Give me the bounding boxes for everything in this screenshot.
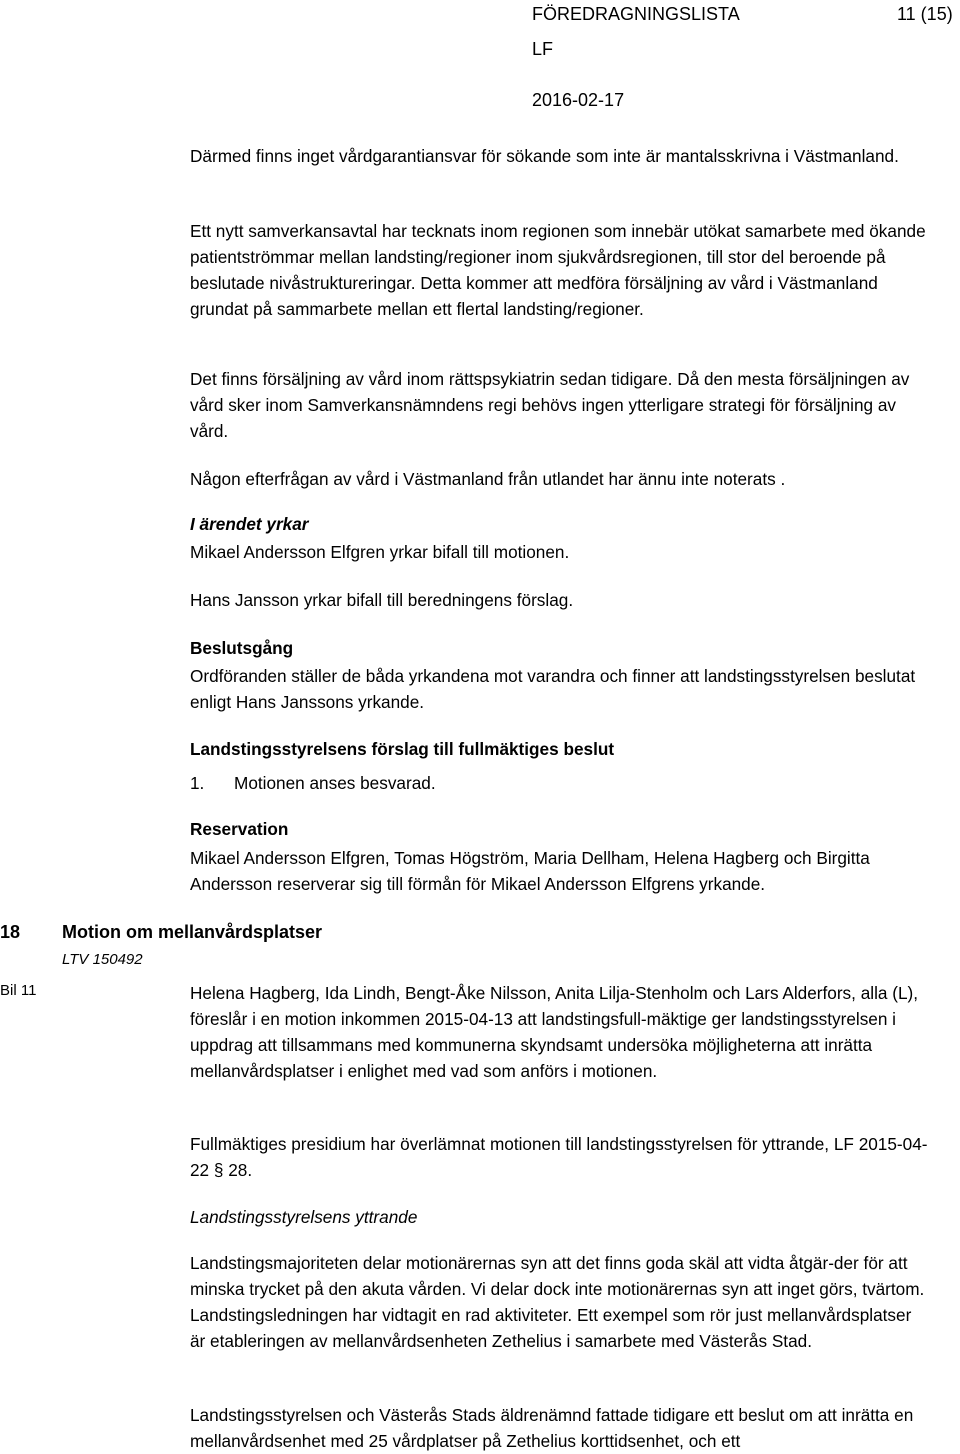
statement-heading: Landstingsstyrelsens yttrande — [190, 1207, 418, 1227]
paragraph: Därmed finns inget vårdgarantiansvar för sökande som inte är mantalsskrivna i Västmanland. — [190, 146, 899, 166]
paragraph: Ett nytt samverkansavtal har tecknats inom regionen som innebär utökat samarbete med ökande patientströmmar mellan landsting/regioner inom sjukvårdsregionen, till stor del beroende på beslutade nivåstruktureringar. Detta kommer att medföra försäljning av vård i Västmanland grundat på sammarbete mellan ett flertal landsting/regioner. — [190, 221, 926, 319]
motion-text: Mikael Andersson Elfgren yrkar bifall till motionen. — [190, 542, 570, 562]
reservation-text: Mikael Andersson Elfgren, Tomas Högström, Maria Dellham, Helena Hagberg och Birgitta Andersson reserverar sig till förmån för Mikael Andersson Elfgrens yrkande. — [190, 848, 870, 894]
proposal-item-number: 1. — [190, 773, 205, 793]
item-reference: LTV 150492 — [62, 951, 143, 968]
item-number: 18 — [0, 922, 21, 942]
page-number: 11 (15) — [897, 4, 953, 24]
motions-heading: I ärendet yrkar — [190, 514, 309, 534]
item-title: Motion om mellanvårdsplatser — [62, 922, 323, 942]
item-paragraph: Landstingsmajoriteten delar motionärernas syn att det finns goda skäl att vidta åtgär-der för att minska trycket på den akuta vården. Vi delar dock inte motionärernas syn att inget görs, tvärtom. Landstingsledningen har vidtagit en rad aktiviteter. Ett exempel som rör just mellanvårdsplatser är etableringen av mellanvårdsenheten Zethelius i samarbete med Västerås Stad. — [190, 1253, 925, 1351]
paragraph: Någon efterfrågan av vård i Västmanland från utlandet har ännu inte noterats . — [190, 469, 786, 489]
document-date: 2016-02-17 — [532, 90, 625, 110]
proposal-heading: Landstingsstyrelsens förslag till fullmäktiges beslut — [190, 739, 615, 759]
document-type: FÖREDRAGNINGSLISTA — [532, 4, 740, 24]
decision-text: Ordföranden ställer de båda yrkandena mot varandra och finner att landstingsstyrelsen beslutat enligt Hans Janssons yrkande. — [190, 666, 916, 712]
paragraph: Det finns försäljning av vård inom rättspsykiatrin sedan tidigare. Då den mesta försäljningen av vård sker inom Samverkansnämndens regi behövs ingen ytterligare strategi för försäljning av vård. — [190, 369, 910, 441]
motion-text: Hans Jansson yrkar bifall till beredningens förslag. — [190, 590, 574, 610]
item-paragraph: Landstingsstyrelsen och Västerås Stads äldrenämnd fattade tidigare ett beslut om att inrätta en mellanvårdsenhet med 25 vårdplatser på Zethelius korttidsenhet, och ett — [190, 1405, 914, 1451]
attachment-label: Bil 11 — [0, 982, 37, 999]
item-paragraph: Helena Hagberg, Ida Lindh, Bengt-Åke Nilsson, Anita Lilja-Stenholm och Lars Alderfors, alla (L), föreslår i en motion inkommen 2015-04-13 att landstingsfull-mäktige ger landstingsstyrelsen i uppdrag att tillsammans med kommunerna skyndsamt undersöka möjligheterna att inrätta mellanvårdsplatser i enlighet med vad som anförs i motionen. — [190, 983, 918, 1081]
proposal-item-text: Motionen anses besvarad. — [234, 773, 436, 793]
reservation-heading: Reservation — [190, 819, 289, 839]
item-paragraph: Fullmäktiges presidium har överlämnat motionen till landstingsstyrelsen för yttrande, LF 2015-04-22 § 28. — [190, 1134, 928, 1180]
organization: LF — [532, 39, 554, 59]
decision-heading: Beslutsgång — [190, 638, 294, 658]
